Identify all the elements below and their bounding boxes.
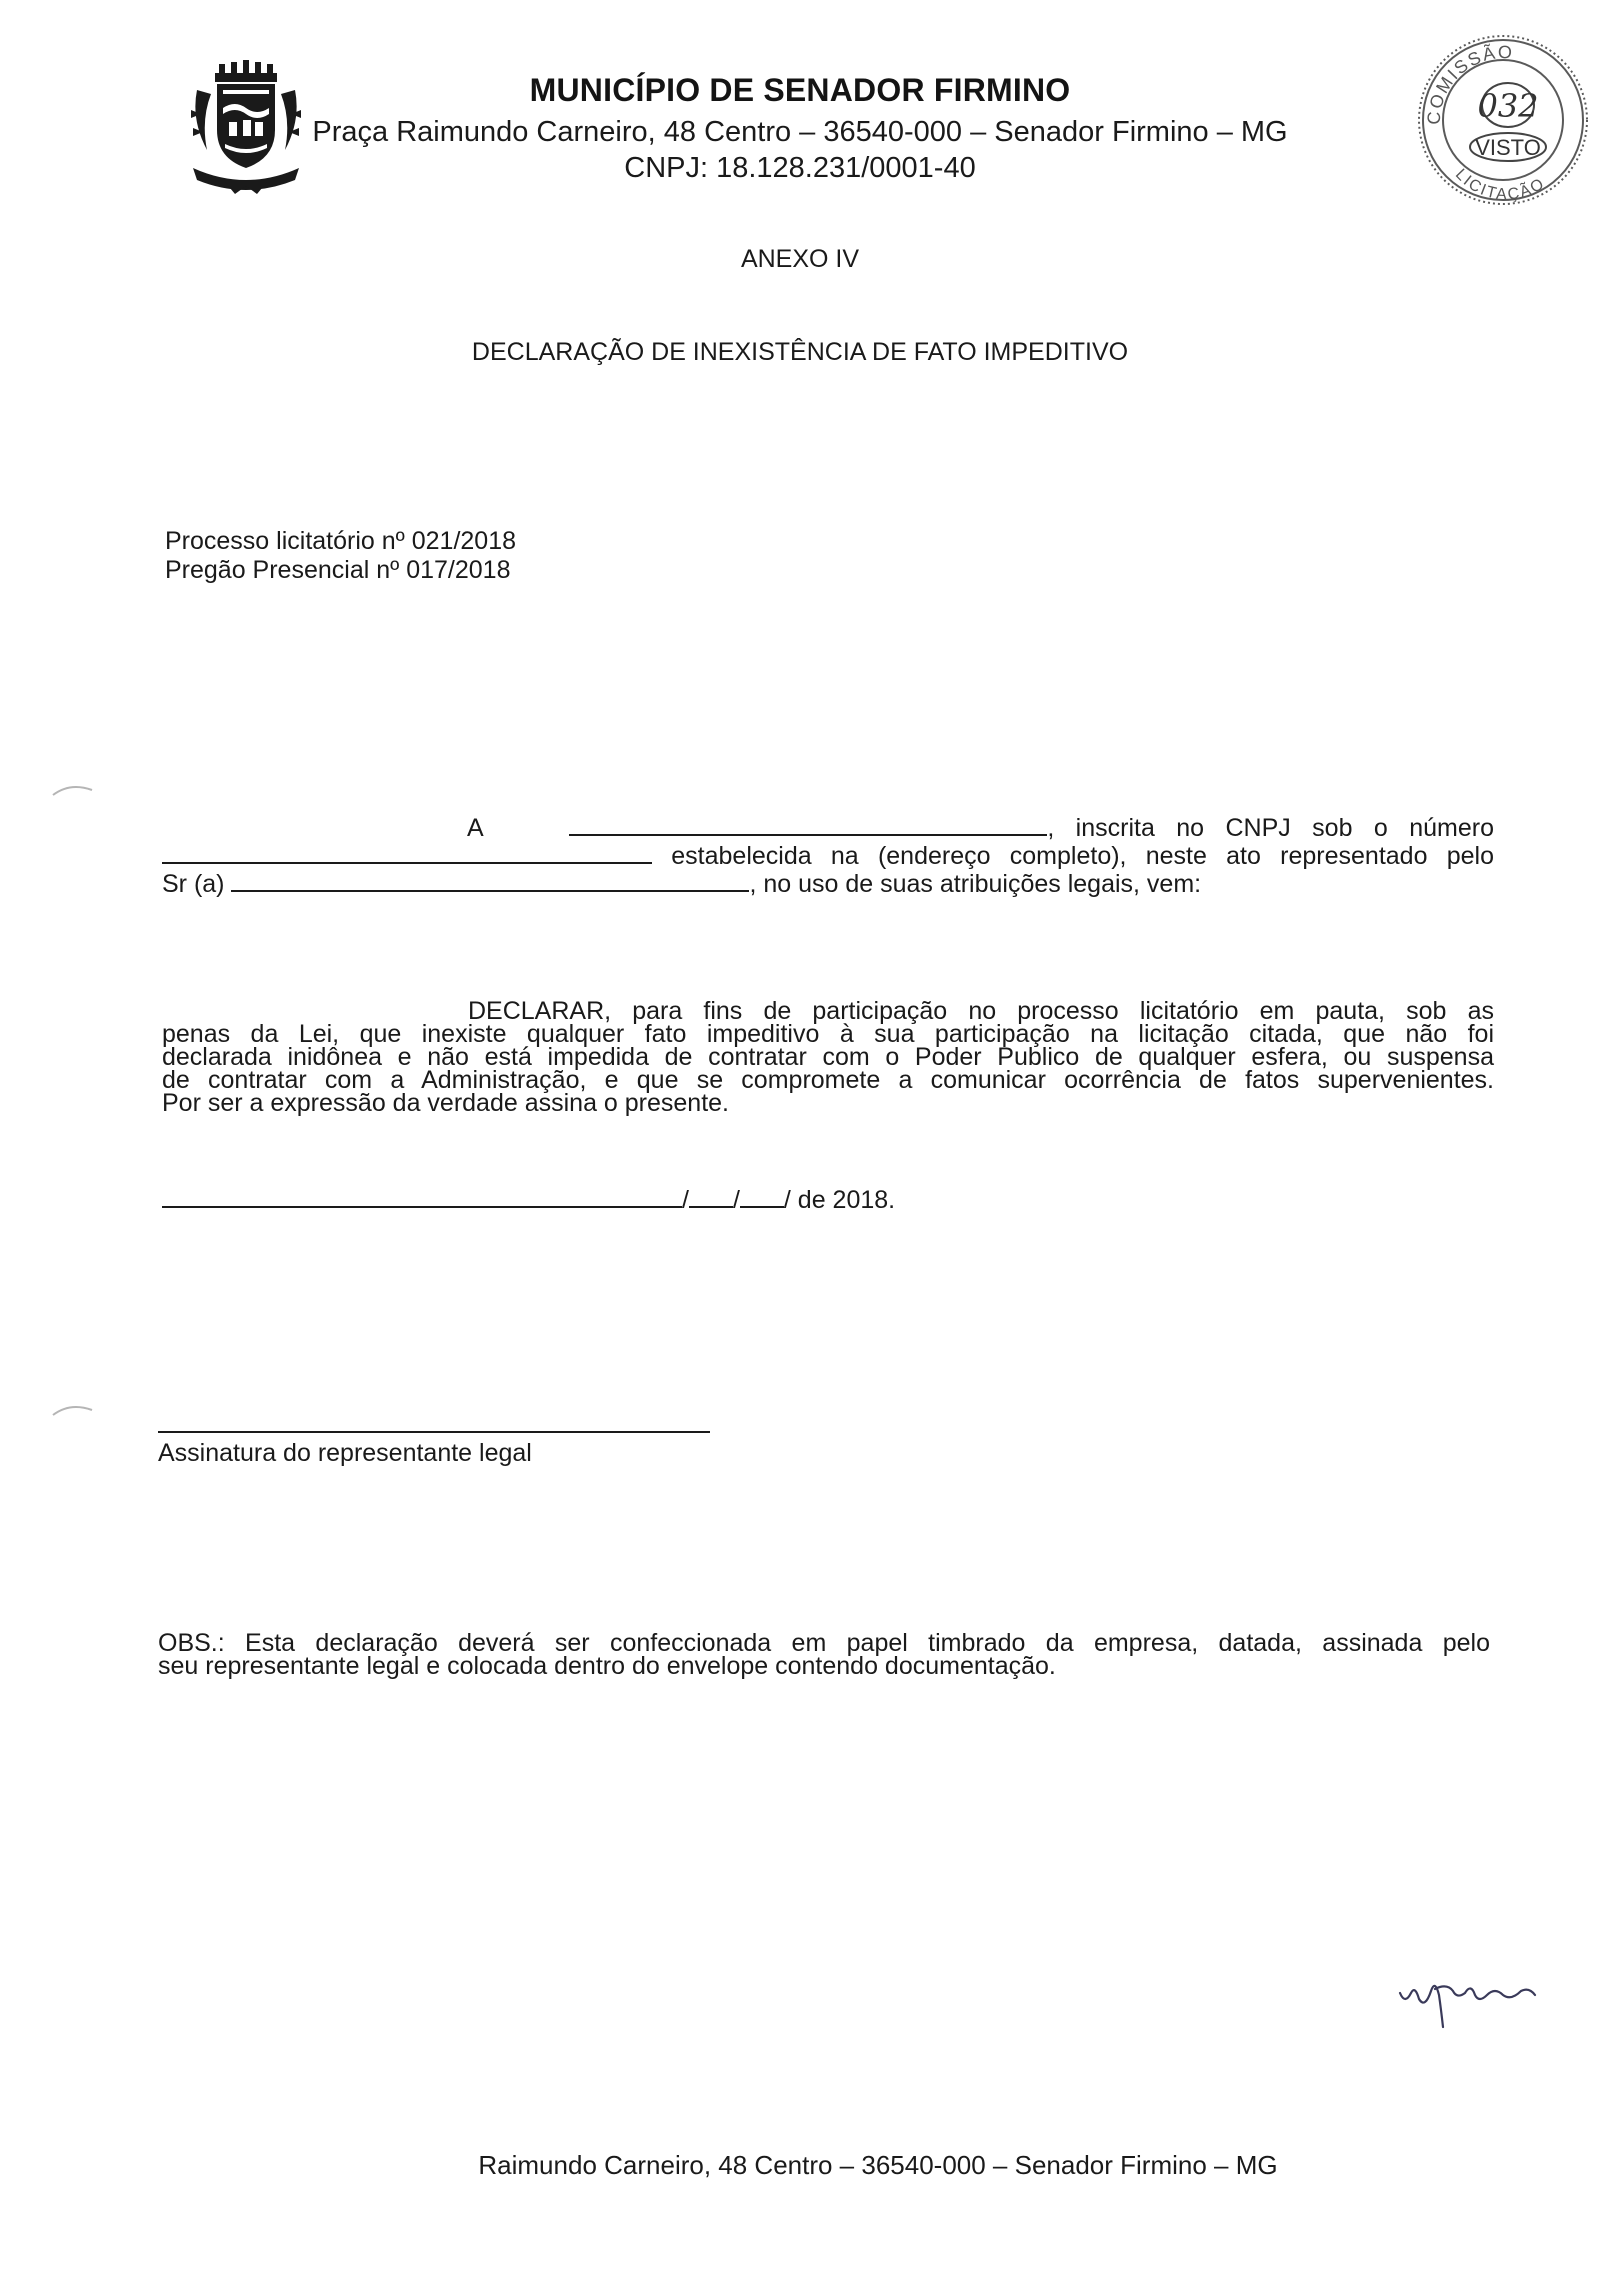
process-number: Processo licitatório nº 021/2018 <box>165 527 517 555</box>
scan-mark-icon <box>48 780 98 800</box>
municipality-title: MUNICÍPIO DE SENADOR FIRMINO <box>529 72 1071 108</box>
date-line: / / / de 2018. <box>162 1184 895 1215</box>
day-blank <box>689 1184 733 1208</box>
scan-mark-icon <box>48 1400 98 1420</box>
place-blank <box>162 1184 682 1208</box>
obs-paragraph: OBS.: Esta declaração deverá ser confeccionada em papel timbrado da empresa, datada, assinada pelo seu representante legal e colocada dentro do envelope contendo documentação. <box>158 1629 1490 1680</box>
footer-address: Raimundo Carneiro, 48 Centro – 36540-000 – Senador Firmino – MG <box>478 2150 1278 2180</box>
commission-stamp <box>1400 25 1600 210</box>
month-blank <box>740 1184 784 1208</box>
municipality-address: Praça Raimundo Carneiro, 48 Centro – 36540-000 – Senador Firmino – MG <box>312 116 1288 148</box>
cnpj-number-blank <box>162 840 652 864</box>
company-identification-paragraph: A , inscrita no CNPJ sob o número estabelecida na (endereço completo), neste ato representado pelo Sr (a) , no uso de suas atribuições legais, vem: <box>162 814 1494 898</box>
signature-label: Assinatura do representante legal <box>158 1439 532 1467</box>
annex-label: ANEXO IV <box>740 245 860 273</box>
signature-line <box>158 1431 710 1433</box>
company-name-blank <box>569 812 1047 836</box>
handwritten-initials-icon <box>1395 1965 1545 2035</box>
representative-prefix: Sr (a) <box>162 870 225 898</box>
representative-name-blank <box>231 868 749 892</box>
municipality-cnpj: CNPJ: 18.128.231/0001-40 <box>624 152 976 184</box>
document-heading: DECLARAÇÃO DE INEXISTÊNCIA DE FATO IMPEDITIVO <box>471 338 1129 366</box>
stamp-text-top: COMISSÃO <box>1423 41 1515 126</box>
stamp-visto: VISTO <box>1475 135 1541 160</box>
stamp-number: 032 <box>1477 87 1539 125</box>
declaration-paragraph: DECLARAR, para fins de participação no processo licitatório em pauta, sob as penas da Lei, que inexiste qualquer fato impeditivo à sua participação na licitação citada, que não foi declarada inidônea e não está impedida de contratar com o Poder Publico de qualquer esfera, ou suspensa de contratar com a Administração, e que se compromete a comunicar ocorrência de fatos supervenientes. Por ser a expressão da verdade assina o presente. <box>162 997 1494 1117</box>
stamp-text-bottom: LICITAÇÃO <box>1451 166 1549 204</box>
para-prefix-a: A <box>467 814 484 842</box>
auction-number: Pregão Presencial nº 017/2018 <box>165 556 511 584</box>
